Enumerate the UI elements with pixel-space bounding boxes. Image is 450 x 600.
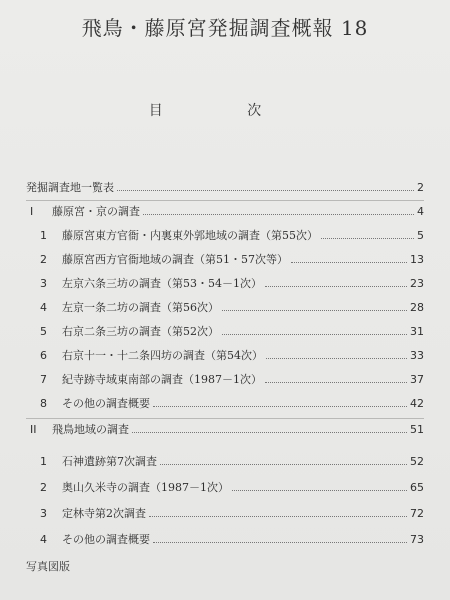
toc-entry — [40, 450, 424, 472]
toc-entry-number: 1 — [40, 228, 47, 242]
dot-leader — [265, 382, 407, 383]
toc-entry-label: 藤原宮東方官衙・内裏東外郭地域の調査（第55次） — [62, 229, 318, 242]
toc-entry-label: 左京六条三坊の調査（第53・54－1次） — [62, 277, 262, 290]
toc-entry-page: 42 — [410, 396, 424, 410]
toc-entry-number: 4 — [40, 532, 47, 546]
toc-entry-number: 5 — [40, 324, 47, 338]
toc-entry-page: 73 — [410, 532, 424, 546]
toc-entry-label: 定林寺第2次調査 — [62, 507, 146, 520]
toc-entry-page: 13 — [410, 252, 424, 266]
plates-section-label: 写真図版 — [26, 560, 70, 573]
toc-entry — [40, 320, 424, 342]
toc-entry-page: 33 — [410, 348, 424, 362]
toc-entry-page: 31 — [410, 324, 424, 338]
dot-leader — [321, 238, 414, 239]
toc-section-entry — [30, 200, 424, 222]
toc-entry — [40, 392, 424, 414]
toc-entry-label: 左京一条二坊の調査（第56次） — [62, 301, 219, 314]
dot-leader — [291, 262, 407, 263]
toc-entry-label: 発掘調査地一覧表 — [26, 181, 114, 194]
toc-entry-page: 52 — [410, 454, 424, 468]
dot-leader — [232, 490, 407, 491]
toc-entry-page: 37 — [410, 372, 424, 386]
dot-leader — [160, 464, 407, 465]
dot-leader — [132, 432, 407, 433]
toc-entry-number: 1 — [40, 454, 47, 468]
toc-entry-page: 23 — [410, 276, 424, 290]
toc-entry-page: 2 — [417, 180, 424, 194]
toc-entry-label: 飛鳥地域の調査 — [52, 423, 129, 436]
toc-entry-label: 右京十一・十二条四坊の調査（第54次） — [62, 349, 263, 362]
toc-entry-number: 6 — [40, 348, 47, 362]
book-title: 飛鳥・藤原宮発掘調査概報 18 — [81, 16, 369, 40]
dot-leader — [117, 190, 414, 191]
dot-leader — [222, 334, 407, 335]
toc-entry-page: 72 — [410, 506, 424, 520]
toc-entry — [40, 344, 424, 366]
toc-entry-label: その他の調査概要 — [62, 533, 150, 546]
toc-section-number: II — [30, 422, 37, 436]
toc-entry — [40, 528, 424, 550]
toc-entry-page: 28 — [410, 300, 424, 314]
toc-entry-number: 7 — [40, 372, 47, 386]
toc-entry-number: 2 — [40, 480, 47, 494]
toc-entry — [40, 224, 424, 246]
toc-entry-label: 藤原宮西方官衙地域の調査（第51・57次等） — [62, 253, 288, 266]
toc-entry-page: 4 — [417, 204, 424, 218]
toc-entry-number: 4 — [40, 300, 47, 314]
dot-leader — [266, 358, 407, 359]
dot-leader — [153, 542, 407, 543]
toc-entry — [40, 502, 424, 524]
toc-entry — [40, 296, 424, 318]
toc-entry-label: 紀寺跡寺域東南部の調査（1987－1次） — [62, 373, 262, 386]
toc-entry-label: 石神遺跡第7次調査 — [62, 455, 157, 468]
toc-entry — [40, 368, 424, 390]
toc-section-entry — [30, 418, 424, 440]
toc-entry-page: 51 — [410, 422, 424, 436]
toc-entry-number: 8 — [40, 396, 47, 410]
toc-entry-page: 65 — [410, 480, 424, 494]
toc-entry-label: 藤原宮・京の調査 — [52, 205, 140, 218]
toc-entry — [40, 272, 424, 294]
dot-leader — [222, 310, 407, 311]
toc-entry — [40, 248, 424, 270]
toc-entry — [26, 176, 424, 198]
toc-entry-number: 2 — [40, 252, 47, 266]
toc-entry-page: 5 — [417, 228, 424, 242]
toc-entry-label: 右京二条三坊の調査（第52次） — [62, 325, 219, 338]
dot-leader — [265, 286, 407, 287]
toc-section-number: I — [30, 204, 34, 218]
toc-entry-label: 奥山久米寺の調査（1987－1次） — [62, 481, 229, 494]
toc-entry-number: 3 — [40, 506, 47, 520]
toc-entry-number: 3 — [40, 276, 47, 290]
toc-entry-label: その他の調査概要 — [62, 397, 150, 410]
dot-leader — [143, 214, 414, 215]
dot-leader — [153, 406, 407, 407]
dot-leader — [149, 516, 407, 517]
toc-heading: 目 次 — [148, 103, 302, 119]
toc-entry — [40, 476, 424, 498]
